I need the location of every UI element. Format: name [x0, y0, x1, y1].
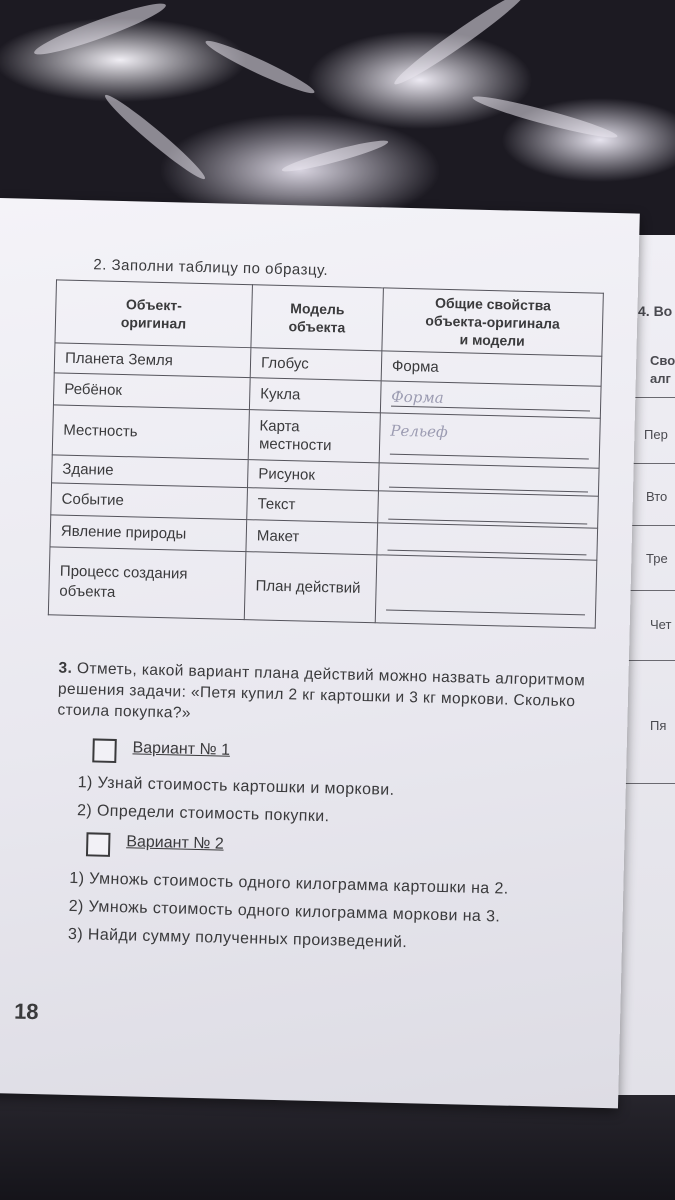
- answer-cell[interactable]: [377, 523, 598, 560]
- workbook-page: [0, 198, 640, 1108]
- answer-cell[interactable]: [378, 491, 599, 528]
- handwritten-answer: Форма: [391, 387, 444, 407]
- variant1-step: 1) Узнай стоимость картошки и моркови.: [77, 774, 395, 799]
- page-number: 18: [13, 998, 39, 1025]
- right-table-line: [624, 660, 675, 661]
- objects-models-table: [48, 279, 604, 628]
- variant2-label: Вариант № 2: [126, 833, 224, 853]
- task3-question: [57, 658, 618, 735]
- cell-object: Планета Земля: [54, 343, 251, 378]
- task3-number: 3.: [58, 659, 73, 677]
- variant1-label: Вариант № 1: [132, 739, 231, 759]
- answer-cell[interactable]: [375, 555, 597, 628]
- cell-object: Явление природы: [50, 515, 247, 552]
- cell-property: Форма: [381, 351, 602, 386]
- right-table-line: [624, 783, 675, 784]
- variant2-step: 2) Умножь стоимость одного килограмма моркови на 3.: [68, 897, 501, 926]
- answer-cell[interactable]: [380, 381, 601, 418]
- cell-model: Текст: [247, 488, 379, 523]
- cell-model: Карта местности: [248, 410, 380, 463]
- task2-title: 2. Заполни таблицу по образцу.: [93, 256, 329, 280]
- cell-model: Глобус: [250, 348, 382, 381]
- right-label: Вто: [646, 489, 668, 504]
- right-label: Сво: [650, 353, 675, 368]
- variant2-step: 1) Умножь стоимость одного килограмма картошки на 2.: [69, 869, 509, 898]
- cell-model: Рисунок: [247, 460, 379, 491]
- fabric-pattern: [203, 35, 318, 98]
- fabric-pattern: [471, 91, 620, 143]
- cell-model: Кукла: [249, 378, 381, 413]
- fabric-pattern: [101, 90, 210, 184]
- variant1-checkbox[interactable]: [92, 738, 117, 763]
- fabric-pattern: [31, 0, 169, 61]
- task3-text: Отметь, какой вариант плана действий можно назвать алгоритмом решения задачи: «Петя купил 2 кг картошки и 3 кг моркови. Сколько стоила покупка?»: [57, 660, 586, 722]
- right-table-line: [624, 590, 675, 591]
- header-model: Модель объекта: [251, 285, 384, 351]
- cell-model: План действий: [244, 552, 377, 623]
- cell-object: Процесс создания объекта: [48, 547, 246, 620]
- variant2-checkbox[interactable]: [86, 832, 111, 857]
- answer-cell[interactable]: [379, 413, 600, 468]
- header-object: Объект- оригинал: [55, 280, 252, 348]
- right-page-task-header: 4. Во: [638, 303, 673, 319]
- variant1-step: 2) Определи стоимость покупки.: [76, 802, 330, 826]
- right-label: Пя: [650, 718, 667, 733]
- fabric-pattern: [390, 0, 530, 90]
- right-label: Тре: [646, 551, 668, 566]
- right-label: алг: [650, 371, 671, 386]
- cell-object: Здание: [52, 455, 249, 488]
- table-row: [48, 547, 596, 628]
- cell-model: Макет: [246, 520, 378, 555]
- fabric-pattern: [280, 136, 389, 176]
- right-label: Чет: [650, 617, 672, 632]
- header-properties: Общие свойства объекта-оригинала и модели: [382, 288, 603, 356]
- handwritten-answer: Рельеф: [390, 421, 448, 442]
- cell-object: Событие: [51, 483, 248, 520]
- cell-object: Ребёнок: [53, 373, 250, 410]
- variant2-step: 3) Найди сумму полученных произведений.: [67, 925, 408, 952]
- cell-object: Местность: [52, 405, 249, 460]
- right-label: Пер: [644, 427, 668, 442]
